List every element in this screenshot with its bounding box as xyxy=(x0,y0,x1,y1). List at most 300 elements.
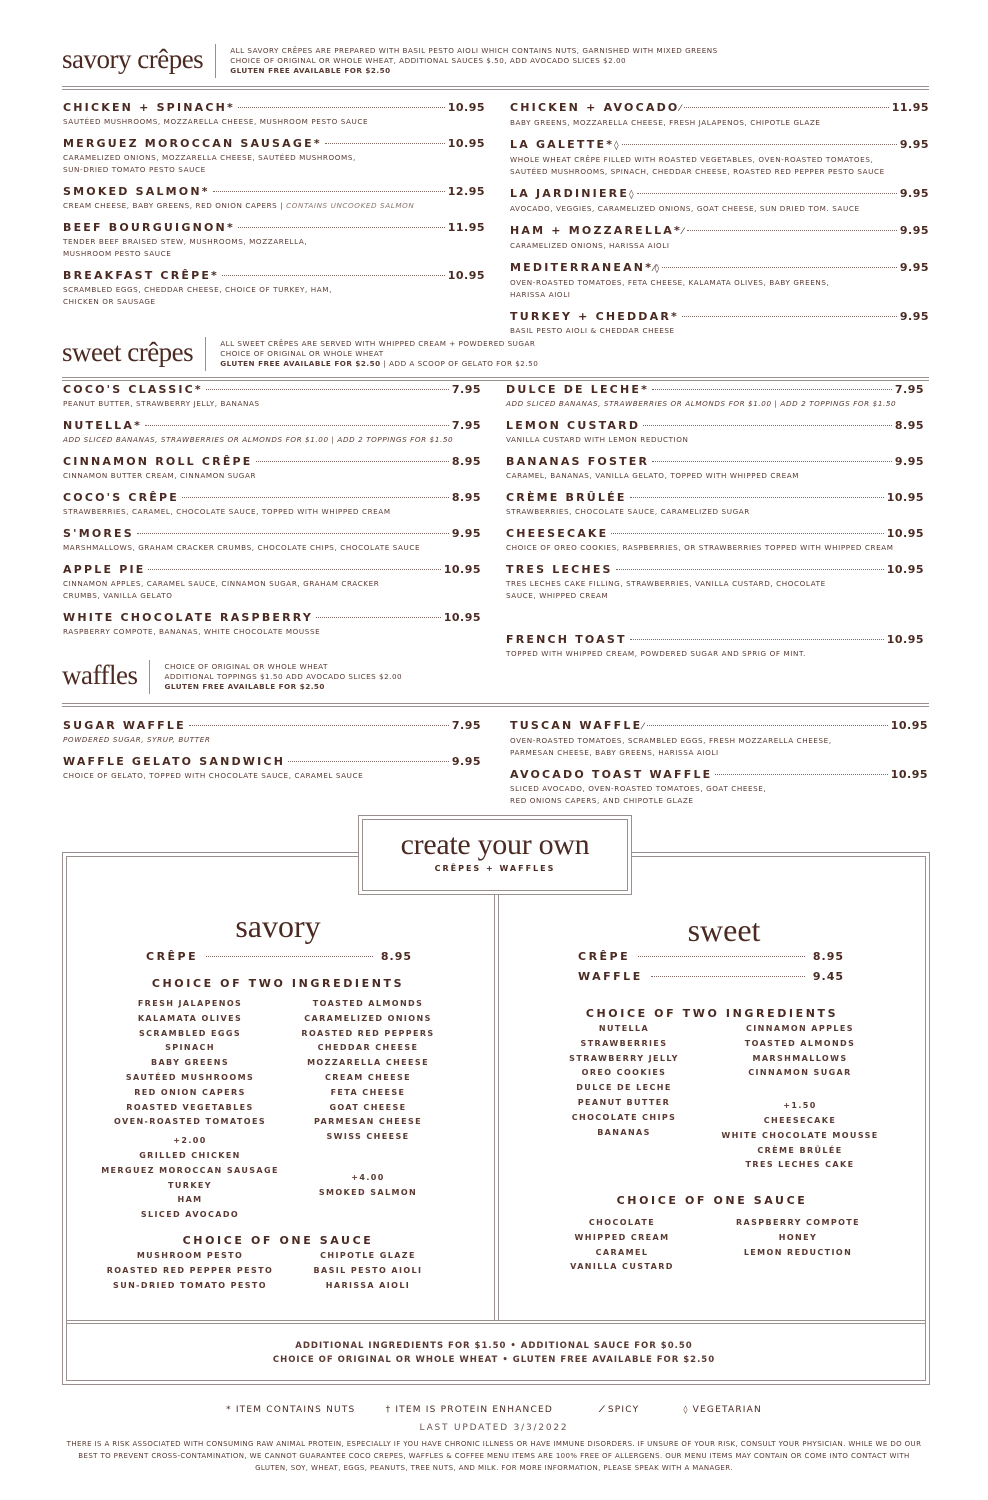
sweet-panel-title: sweet xyxy=(687,912,761,948)
item-name-row xyxy=(510,186,929,203)
item-description: ADD SLICED BANANAS, STRAWBERRIES OR ALMONDS FOR $1.00 | ADD 2 TOPPINGS FOR $1.50 xyxy=(63,435,454,444)
item-name-row xyxy=(63,100,485,116)
item-price: 9.95 xyxy=(894,455,924,468)
ingredient-item: CARAMEL xyxy=(595,1247,649,1257)
legend xyxy=(0,1405,988,1415)
menu-item xyxy=(63,100,485,128)
note-line-bold: GLUTEN FREE AVAILABLE FOR $2.50 xyxy=(230,66,391,75)
item-name-row xyxy=(510,137,929,154)
item-description: TENDER BEEF BRAISED STEW, MUSHROOMS, MOZZARELLA, xyxy=(63,237,308,246)
section-divider xyxy=(62,703,929,707)
item-name: COCO'S CRÊPE xyxy=(63,491,180,504)
ingredient-item: CHOCOLATE CHIPS xyxy=(571,1112,677,1122)
vegetarian-icon: ◊ xyxy=(683,1405,689,1414)
item-name: S'MORES xyxy=(63,527,134,540)
base-name: CRÊPE xyxy=(578,950,631,963)
item-description: POWDERED SUGAR, SYRUP, BUTTER xyxy=(63,735,211,744)
horizontal-divider xyxy=(66,1320,926,1324)
item-price: 10.95 xyxy=(443,563,481,576)
item-price: 10.95 xyxy=(443,611,481,624)
item-description-text: CREAM CHEESE, BABY GREENS, RED ONION CAPERS | xyxy=(63,201,284,210)
section-notes xyxy=(150,662,402,692)
item-name-row xyxy=(510,223,929,240)
savory-sauce-heading: CHOICE OF ONE SAUCE xyxy=(182,1234,374,1247)
menu-item xyxy=(506,418,924,446)
disclaimer: THERE IS A RISK ASSOCIATED WITH CONSUMING RAW ANIMAL PROTEIN, ESPECIALLY IF YOU HAVE CHRONIC ILLNESS OR HAVE IMMUNE DISORDERS. IF UNSURE OF YOUR RISK, CONSULT YOUR PHYSICIAN. WHILE WE DO OUR BEST TO PREVENT CROSS-CONTAMINATION, WE CANNOT GUARANTEE COCO CREPES, WAFFLES & COFFEE MENU ITEMS ARE 100% FREE OF ALLERGENS. OUR MENU ITEMS MAY CONTAIN OR COME INTO CONTACT WITH GLUTEN, SOY, WHEAT, EGGS, PEANUTS, TREE NUTS, AND MILK. FOR MORE INFORMATION, PLEASE SPEAK WITH A MANAGER. xyxy=(66,1440,922,1472)
item-name-row xyxy=(510,718,928,735)
item-price: 10.95 xyxy=(886,563,924,576)
ingredient-item: SMOKED SALMON xyxy=(318,1187,418,1197)
section-title: savory crêpes xyxy=(62,44,216,78)
item-note: CONTAINS UNCOOKED SALMON xyxy=(286,201,415,210)
savory-left-column xyxy=(63,100,485,316)
legend-spicy: SPICY xyxy=(607,1405,640,1415)
dot-leader xyxy=(647,725,888,726)
create-your-own-subtitle: CRÊPES + WAFFLES xyxy=(434,864,556,873)
sweet-sauces-right xyxy=(698,1216,898,1260)
dot-leader xyxy=(316,617,441,618)
footer-line: CHOICE OF ORIGINAL OR WHOLE WHEAT • GLUTEN FREE AVAILABLE FOR $2.50 xyxy=(272,1355,716,1365)
item-name-row xyxy=(63,754,481,770)
ingredient-item: MERGUEZ MOROCCAN SAUSAGE xyxy=(101,1165,279,1175)
section-divider xyxy=(62,86,929,90)
item-price: 9.95 xyxy=(899,261,929,274)
savory-ingredients-left xyxy=(90,997,290,1223)
create-your-own-footer xyxy=(0,1339,988,1367)
ingredient-item: PEANUT BUTTER xyxy=(577,1097,671,1107)
item-name-row xyxy=(63,562,481,578)
ingredient-item: FETA CHEESE xyxy=(330,1087,406,1097)
item-price: 10.95 xyxy=(886,527,924,540)
footer-line: ADDITIONAL INGREDIENTS FOR $1.50 • ADDITIONAL SAUCE FOR $0.50 xyxy=(295,1341,693,1351)
create-your-own-title-box xyxy=(358,815,632,895)
item-name: APPLE PIE xyxy=(63,563,146,576)
ingredient-item: CHEDDAR CHEESE xyxy=(317,1043,419,1053)
item-price: 12.95 xyxy=(447,185,485,198)
item-name: AVOCADO TOAST WAFFLE xyxy=(510,768,713,781)
savory-sauces-left xyxy=(90,1249,290,1293)
dot-leader xyxy=(182,497,449,498)
ingredient-item: TURKEY xyxy=(168,1180,212,1190)
dot-leader xyxy=(687,230,897,231)
item-name: CHICKEN + AVOCADO xyxy=(510,101,680,114)
ingredient-item: ROASTED RED PEPPER PESTO xyxy=(106,1265,274,1275)
note-line: ALL SWEET CRÊPES ARE SERVED WITH WHIPPED CREAM + POWDERED SUGAR xyxy=(220,339,536,348)
menu-item xyxy=(506,632,924,660)
ingredient-item: CINNAMON APPLES xyxy=(746,1024,854,1033)
premium-price-label: +2.00 xyxy=(173,1136,207,1146)
item-name-row xyxy=(63,220,485,236)
ingredient-item: ROASTED VEGETABLES xyxy=(126,1102,254,1112)
item-price: 11.95 xyxy=(447,221,485,234)
note-line-bold: GLUTEN FREE AVAILABLE FOR $2.50 xyxy=(220,359,381,368)
menu-item xyxy=(510,767,928,807)
dot-leader xyxy=(662,267,897,268)
item-description: TOPPED WITH WHIPPED CREAM, POWDERED SUGAR AND SPRIG OF MINT. xyxy=(506,649,806,658)
savory-crepe-base-price xyxy=(146,950,412,963)
ingredient-item: CREAM CHEESE xyxy=(325,1072,411,1082)
item-name: LA JARDINIERE xyxy=(510,187,630,200)
ingredient-item: SCRAMBLED EGGS xyxy=(139,1028,241,1038)
item-name: MEDITERRANEAN* xyxy=(510,261,654,274)
menu-item xyxy=(63,562,481,602)
item-name: LA GALETTE* xyxy=(510,138,615,151)
menu-item xyxy=(506,382,924,410)
ingredient-item: TOASTED ALMONDS xyxy=(312,999,424,1008)
item-description: MARSHMALLOWS, GRAHAM CRACKER CRUMBS, CHOCOLATE CHIPS, CHOCOLATE SAUCE xyxy=(63,543,421,552)
item-description: SLICED AVOCADO, OVEN-ROASTED TOMATOES, GOAT CHEESE, xyxy=(510,784,767,793)
item-name: WAFFLE GELATO SANDWICH xyxy=(63,755,286,768)
item-price: 7.95 xyxy=(451,383,481,396)
sweet-left-column xyxy=(63,382,481,646)
ingredient-item: KALAMATA OLIVES xyxy=(137,1013,243,1023)
item-name: CINNAMON ROLL CRÊPE xyxy=(63,455,253,468)
dot-leader xyxy=(715,774,887,775)
note-line: CHOICE OF ORIGINAL OR WHOLE WHEAT xyxy=(164,662,328,671)
item-description: CHICKEN OR SAUSAGE xyxy=(63,297,156,306)
sweet-ingredients-heading: CHOICE OF TWO INGREDIENTS xyxy=(585,1007,839,1020)
menu-item xyxy=(510,137,929,178)
ingredient-item: PARMESAN CHEESE xyxy=(313,1117,423,1127)
item-price: 10.95 xyxy=(447,137,485,150)
waffles-right-column xyxy=(510,718,928,815)
ingredient-item: FRESH JALAPENOS xyxy=(137,999,243,1008)
ingredient-item: TOASTED ALMONDS xyxy=(744,1038,856,1048)
ingredient-item: CARAMELIZED ONIONS xyxy=(304,1013,432,1023)
menu-item xyxy=(510,223,929,252)
dot-leader xyxy=(611,533,883,534)
dot-leader xyxy=(137,533,449,534)
item-name-row xyxy=(510,260,929,277)
waffles-left-column xyxy=(63,718,481,790)
base-name: CRÊPE xyxy=(146,950,199,963)
menu-item xyxy=(63,268,485,308)
base-name: WAFFLE xyxy=(578,970,643,983)
dot-leader xyxy=(652,461,892,462)
spacer xyxy=(700,1081,900,1099)
base-price: 8.95 xyxy=(380,950,412,963)
vegetarian-icon: ◊ xyxy=(614,141,619,151)
item-name: COCO'S CLASSIC* xyxy=(63,383,203,396)
vegetarian-icon: ◊ xyxy=(654,264,660,274)
ingredient-item: OREO COOKIES xyxy=(581,1068,667,1078)
item-name: SMOKED SALMON* xyxy=(63,185,210,198)
item-description: CARAMELIZED ONIONS, HARISSA AIOLI xyxy=(510,241,670,250)
ingredient-item: CHOCOLATE xyxy=(588,1218,656,1227)
legend-nuts: * ITEM CONTAINS NUTS xyxy=(226,1405,356,1415)
item-name-row xyxy=(506,526,924,542)
item-price: 7.95 xyxy=(894,383,924,396)
item-name-row xyxy=(63,418,481,434)
item-description: HARISSA AIOLI xyxy=(510,290,571,299)
ingredient-item: MUSHROOM PESTO xyxy=(136,1251,244,1260)
dot-leader xyxy=(145,425,449,426)
dot-leader xyxy=(637,193,897,194)
item-price: 10.95 xyxy=(447,101,485,114)
menu-item xyxy=(506,526,924,554)
menu-item xyxy=(63,490,481,518)
item-description: VANILLA CUSTARD WITH LEMON REDUCTION xyxy=(506,435,689,444)
savory-crepes-header xyxy=(62,44,718,78)
base-price: 9.45 xyxy=(812,970,844,983)
sweet-crepe-base-price xyxy=(578,950,844,963)
vegetarian-icon: ◊ xyxy=(629,190,634,200)
note-line: ALL SAVORY CRÊPES ARE PREPARED WITH BASIL PESTO AIOLI WHICH CONTAINS NUTS, GARNISHED WITH MIXED GREENS xyxy=(230,46,718,55)
item-name-row xyxy=(506,382,924,398)
item-name: TRES LECHES xyxy=(506,563,613,576)
item-description: BASIL PESTO AIOLI & CHEDDAR CHEESE xyxy=(510,326,675,335)
item-description: STRAWBERRIES, CHOCOLATE SAUCE, CARAMELIZED SUGAR xyxy=(506,507,750,516)
item-description: BABY GREENS, MOZZARELLA CHEESE, FRESH JALAPENOS, CHIPOTLE GLAZE xyxy=(510,118,821,127)
dot-leader xyxy=(325,143,445,144)
item-description: SUN-DRIED TOMATO PESTO SAUCE xyxy=(63,165,206,174)
item-name: TUSCAN WAFFLE xyxy=(510,719,643,732)
item-description: CARAMEL, BANANAS, VANILLA GELATO, TOPPED WITH WHIPPED CREAM xyxy=(506,471,800,480)
menu-item xyxy=(63,526,481,554)
item-description: ADD SLICED BANANAS, STRAWBERRIES OR ALMONDS FOR $1.00 | ADD 2 TOPPINGS FOR $1.50 xyxy=(506,399,897,408)
ingredient-item: SWISS CHEESE xyxy=(326,1132,410,1142)
item-name-row xyxy=(506,490,924,506)
note-line: CHOICE OF ORIGINAL OR WHOLE WHEAT xyxy=(220,349,384,358)
menu-item xyxy=(510,100,929,129)
item-price: 9.95 xyxy=(451,527,481,540)
dot-leader xyxy=(682,316,897,317)
spicy-icon: ⁄ xyxy=(681,227,684,237)
note-line: ADDITIONAL TOPPINGS $1.50 ADD AVOCADO SLICES $2.00 xyxy=(164,672,403,681)
ingredient-item: WHITE CHOCOLATE MOUSSE xyxy=(721,1130,879,1140)
dot-leader xyxy=(652,389,892,390)
section-notes xyxy=(216,46,718,76)
last-updated: LAST UPDATED 3/3/2022 xyxy=(419,1423,569,1433)
premium-price-label: +1.50 xyxy=(783,1101,817,1111)
create-your-own-title: create your own xyxy=(400,828,590,861)
dot-leader xyxy=(630,497,884,498)
sweet-crepes-header xyxy=(62,337,538,371)
item-name: LEMON CUSTARD xyxy=(506,419,641,432)
spacer xyxy=(268,1145,468,1171)
item-price: 7.95 xyxy=(451,719,481,732)
vertical-divider xyxy=(494,895,499,1320)
item-description: CHOICE OF GELATO, TOPPED WITH CHOCOLATE SAUCE, CARAMEL SAUCE xyxy=(63,771,364,780)
menu-item xyxy=(506,562,924,602)
item-name: NUTELLA* xyxy=(63,419,143,432)
item-name-row xyxy=(506,454,924,470)
ingredient-item: HAM xyxy=(177,1195,203,1205)
menu-item xyxy=(506,454,924,482)
item-name: WHITE CHOCOLATE RASPBERRY xyxy=(63,611,314,624)
item-price: 8.95 xyxy=(451,491,481,504)
item-description: PEANUT BUTTER, STRAWBERRY JELLY, BANANAS xyxy=(63,399,260,408)
menu-item xyxy=(63,754,481,782)
item-name-row xyxy=(63,454,481,470)
menu-item xyxy=(63,454,481,482)
waffles-header xyxy=(62,660,402,694)
item-name-row xyxy=(63,268,485,284)
item-description: CARAMELIZED ONIONS, MOZZARELLA CHEESE, SAUTÉED MUSHROOMS, xyxy=(63,153,356,162)
item-name-row xyxy=(506,562,924,578)
premium-price-label: +4.00 xyxy=(351,1172,385,1182)
item-description: MUSHROOM PESTO SAUCE xyxy=(63,249,172,258)
ingredient-item: DULCE DE LECHE xyxy=(576,1083,672,1093)
item-name: CHEESECAKE xyxy=(506,527,609,540)
item-description: OVEN-ROASTED TOMATOES, SCRAMBLED EGGS, FRESH MOZZARELLA CHEESE, xyxy=(510,736,832,745)
item-name: TURKEY + CHEDDAR* xyxy=(510,310,679,323)
menu-item xyxy=(63,184,485,212)
ingredient-item: GRILLED CHICKEN xyxy=(139,1150,241,1160)
item-price: 10.95 xyxy=(886,491,924,504)
ingredient-item: SAUTÉED MUSHROOMS xyxy=(125,1072,255,1082)
sweet-waffle-base-price xyxy=(578,970,844,983)
ingredient-item: BABY GREENS xyxy=(150,1058,230,1068)
item-description: TRES LECHES CAKE FILLING, STRAWBERRIES, VANILLA CUSTARD, CHOCOLATE xyxy=(506,579,826,588)
item-description: CINNAMON BUTTER CREAM, CINNAMON SUGAR xyxy=(63,471,257,480)
item-name-row xyxy=(510,767,928,783)
dot-leader xyxy=(148,569,440,570)
item-name: SUGAR WAFFLE xyxy=(63,719,186,732)
item-description: RASPBERRY COMPOTE, BANANAS, WHITE CHOCOLATE MOUSSE xyxy=(63,627,321,636)
dot-leader xyxy=(256,461,449,462)
ingredient-item: CHEESECAKE xyxy=(763,1115,837,1125)
menu-item xyxy=(63,382,481,410)
ingredient-item: HONEY xyxy=(778,1232,818,1242)
item-price: 9.95 xyxy=(899,138,929,151)
section-title: sweet crêpes xyxy=(62,337,206,371)
ingredient-item: CHIPOTLE GLAZE xyxy=(320,1251,416,1260)
dot-leader xyxy=(189,725,449,726)
spicy-icon: ⁄ xyxy=(601,1405,604,1415)
savory-sauces-right xyxy=(268,1249,468,1293)
menu-item xyxy=(510,186,929,215)
ingredient-item: RASPBERRY COMPOTE xyxy=(735,1218,861,1227)
item-price: 8.95 xyxy=(894,419,924,432)
menu-item xyxy=(63,610,481,638)
item-price: 11.95 xyxy=(891,101,929,114)
item-name: CHICKEN + SPINACH* xyxy=(63,101,235,114)
note-line-bold: GLUTEN FREE AVAILABLE FOR $2.50 xyxy=(164,682,325,691)
menu-item xyxy=(63,136,485,176)
ingredient-item: BASIL PESTO AIOLI xyxy=(313,1265,423,1275)
note-line: CHOICE OF ORIGINAL OR WHOLE WHEAT, ADDITIONAL SAUCES $.50, ADD AVOCADO SLICES $2.00 xyxy=(230,56,627,65)
ingredient-item: RED ONION CAPERS xyxy=(134,1087,246,1097)
section-notes xyxy=(206,339,538,369)
item-name: DULCE DE LECHE* xyxy=(506,383,650,396)
ingredient-item: SPINACH xyxy=(165,1043,215,1053)
ingredient-item: TRES LECHES CAKE xyxy=(745,1160,855,1170)
item-name: BEEF BOURGUIGNON* xyxy=(63,221,235,234)
ingredient-item: WHIPPED CREAM xyxy=(574,1232,670,1242)
ingredient-item: HARISSA AIOLI xyxy=(325,1280,411,1290)
item-name-row xyxy=(63,136,485,152)
dot-leader xyxy=(643,425,892,426)
item-description: SAUTÉED MUSHROOMS, MOZZARELLA CHEESE, MUSHROOM PESTO SAUCE xyxy=(63,117,369,126)
menu-item xyxy=(510,260,929,301)
ingredient-item: NUTELLA xyxy=(598,1024,650,1033)
item-description: CHOICE OF OREO COOKIES, RASPBERRIES, OR STRAWBERRIES TOPPED WITH WHIPPED CREAM xyxy=(506,543,894,552)
item-description: OVEN-ROASTED TOMATOES, FETA CHEESE, KALAMATA OLIVES, BABY GREENS, xyxy=(510,278,830,287)
savory-panel-title: savory xyxy=(235,908,321,944)
item-name-row xyxy=(63,184,485,200)
dot-leader xyxy=(288,761,449,762)
item-name-row xyxy=(63,718,481,734)
item-description: SAUTÉED MUSHROOMS, SPINACH, CHEDDAR CHEESE, ROASTED RED PEPPER PESTO SAUCE xyxy=(510,167,885,176)
item-description: CRUMBS, VANILLA GELATO xyxy=(63,591,173,600)
item-description: SAUCE, WHIPPED CREAM xyxy=(506,591,609,600)
dot-leader xyxy=(213,191,445,192)
item-description: CINNAMON APPLES, CARAMEL SAUCE, CINNAMON SUGAR, GRAHAM CRACKER xyxy=(63,579,380,588)
menu-item xyxy=(510,309,929,337)
item-name: HAM + MOZZARELLA* xyxy=(510,224,682,237)
sweet-sauces-left xyxy=(522,1216,722,1275)
ingredient-item: OVEN-ROASTED TOMATOES xyxy=(114,1117,266,1127)
item-description: WHOLE WHEAT CRÊPE FILLED WITH ROASTED VEGETABLES, OVEN-ROASTED TOMATOES, xyxy=(510,155,874,164)
ingredient-item: ROASTED RED PEPPERS xyxy=(301,1028,435,1038)
item-name: BREAKFAST CRÊPE* xyxy=(63,269,220,282)
item-description: STRAWBERRIES, CARAMEL, CHOCOLATE SAUCE, TOPPED WITH WHIPPED CREAM xyxy=(63,507,391,516)
item-name-row xyxy=(63,382,481,398)
ingredient-item: GOAT CHEESE xyxy=(329,1102,407,1112)
item-price: 7.95 xyxy=(451,419,481,432)
dot-leader xyxy=(238,227,445,228)
dot-leader xyxy=(206,389,449,390)
dot-leader xyxy=(622,144,897,145)
menu-item xyxy=(506,490,924,518)
item-price: 9.95 xyxy=(899,224,929,237)
menu-item xyxy=(63,418,481,446)
dot-leader xyxy=(684,107,889,108)
sweet-sauce-heading: CHOICE OF ONE SAUCE xyxy=(616,1194,808,1207)
item-name: BANANAS FOSTER xyxy=(506,455,650,468)
item-name: FRENCH TOAST xyxy=(506,633,627,646)
ingredient-item: MARSHMALLOWS xyxy=(752,1053,848,1063)
section-divider xyxy=(62,377,929,381)
item-price: 8.95 xyxy=(451,455,481,468)
savory-ingredients-right xyxy=(268,997,468,1201)
base-price: 8.95 xyxy=(812,950,844,963)
ingredient-item: STRAWBERRY JELLY xyxy=(569,1053,679,1063)
section-title: waffles xyxy=(62,660,150,694)
item-price: 9.95 xyxy=(899,187,929,200)
item-name-row xyxy=(63,610,481,626)
ingredient-item: CINNAMON SUGAR xyxy=(748,1068,852,1078)
item-price: 10.95 xyxy=(890,719,928,732)
item-description: RED ONIONS CAPERS, AND CHIPOTLE GLAZE xyxy=(510,796,694,805)
dot-leader xyxy=(238,107,445,108)
ingredient-item: MOZZARELLA CHEESE xyxy=(307,1058,429,1068)
ingredient-item: STRAWBERRIES xyxy=(580,1038,668,1048)
item-name: MERGUEZ MOROCCAN SAUSAGE* xyxy=(63,137,322,150)
legend-protein: † ITEM IS PROTEIN ENHANCED xyxy=(385,1405,553,1415)
item-name-row xyxy=(63,490,481,506)
item-price: 10.95 xyxy=(886,633,924,646)
item-name-row xyxy=(63,526,481,542)
sweet-right-column xyxy=(506,382,924,668)
spicy-icon: ⁄ xyxy=(679,104,681,114)
sweet-ingredients-right xyxy=(700,1022,900,1173)
item-name-row xyxy=(506,632,924,648)
dot-leader xyxy=(630,639,884,640)
item-price: 9.95 xyxy=(451,755,481,768)
ingredient-item: SLICED AVOCADO xyxy=(140,1210,240,1220)
item-price: 10.95 xyxy=(890,768,928,781)
item-price: 10.95 xyxy=(447,269,485,282)
item-name-row xyxy=(510,100,929,117)
dot-leader xyxy=(222,275,445,276)
legend-vegetarian: VEGETARIAN xyxy=(692,1405,762,1415)
item-description: PARMESAN CHEESE, BABY GREENS, HARISSA AIOLI xyxy=(510,748,719,757)
item-description: SCRAMBLED EGGS, CHEDDAR CHEESE, CHOICE OF TURKEY, HAM, xyxy=(63,285,332,294)
ingredient-item: LEMON REDUCTION xyxy=(743,1247,853,1257)
spicy-icon: ⁄ xyxy=(653,264,655,274)
